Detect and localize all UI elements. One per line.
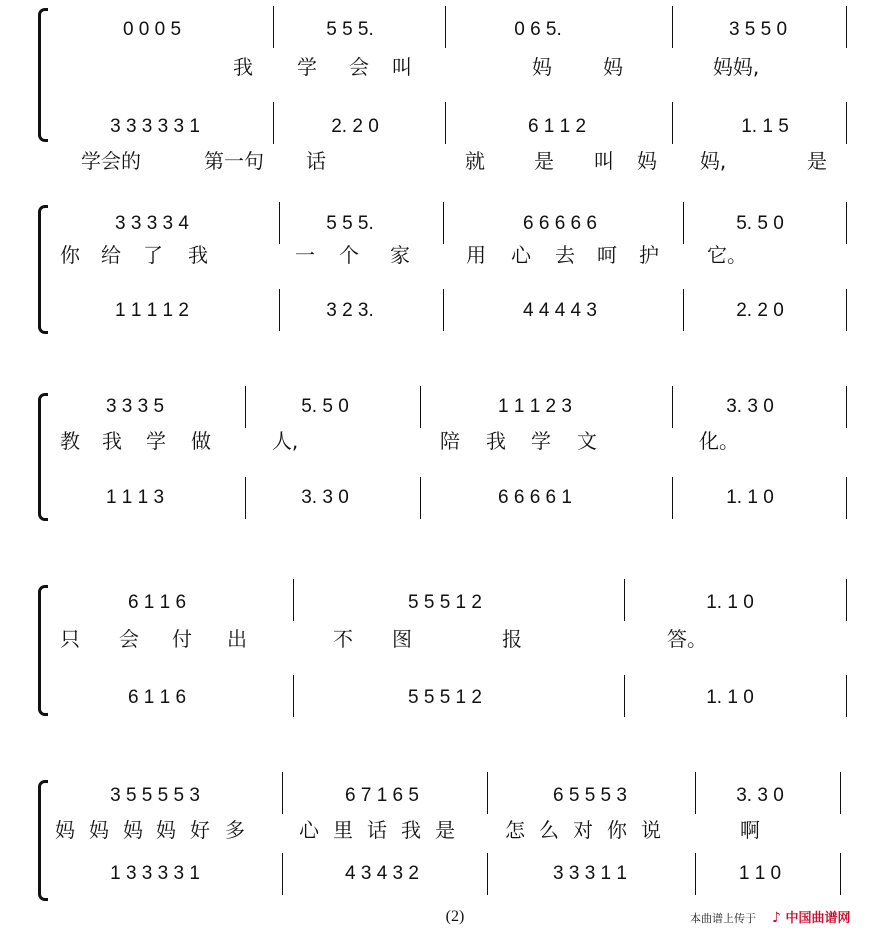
lyric-syllable: 就 bbox=[465, 149, 485, 173]
lyric-syllable: 文 bbox=[577, 429, 597, 453]
measure-4: 1. 1 0 bbox=[726, 487, 774, 508]
lyric-syllable: 出 bbox=[227, 627, 247, 651]
lyric-syllable: 我 bbox=[486, 429, 506, 453]
lyric-syllable: 一 bbox=[295, 243, 315, 267]
lyric-syllable: 是 bbox=[807, 149, 827, 173]
measure-2: 3. 3 0 bbox=[301, 487, 349, 508]
lyric-syllable: 第一句 bbox=[204, 149, 264, 173]
lyric-syllable: 心 bbox=[511, 243, 531, 267]
measure-2: 6 7 1 6 5 bbox=[345, 785, 419, 806]
lyric-syllable: 妈 bbox=[89, 818, 109, 842]
lyric-syllable: 叫 bbox=[594, 149, 614, 173]
lyric-syllable: 妈 bbox=[123, 818, 143, 842]
measure-4: 2. 2 0 bbox=[736, 300, 784, 321]
lyric-syllable: 不 bbox=[333, 627, 353, 651]
measure-3: 1. 1 0 bbox=[706, 687, 754, 708]
lyric-syllable: 会 bbox=[349, 55, 369, 79]
measure-1: 1 1 1 3 bbox=[105, 487, 165, 508]
measure-4: 3. 3 0 bbox=[726, 396, 774, 417]
measure-4: 1. 1 5 bbox=[741, 116, 789, 137]
measure-2: 5 5 5 1 2 bbox=[408, 687, 482, 708]
lyric-syllable: 护 bbox=[639, 243, 659, 267]
measure-3: 0 6 5. bbox=[514, 19, 562, 40]
lyric-syllable: 图 bbox=[392, 627, 412, 651]
measure-1: 0 0 0 5 bbox=[122, 19, 182, 40]
site-logo[interactable] bbox=[772, 907, 880, 927]
lyric-syllable: 我 bbox=[233, 55, 253, 79]
lyric-syllable: 人, bbox=[271, 429, 299, 453]
site-logo-text: 中国曲谱网 bbox=[785, 911, 851, 926]
lyric-syllable: 妈, bbox=[699, 149, 727, 173]
lyric-syllable: 话 bbox=[306, 149, 326, 173]
lyric-syllable: 妈 bbox=[55, 818, 75, 842]
measure-4: 1 1 0 bbox=[738, 863, 782, 884]
lyric-syllable: 付 bbox=[172, 627, 192, 651]
lyric-syllable: 去 bbox=[555, 243, 575, 267]
barline bbox=[840, 772, 841, 814]
measure-3: 6 1 1 2 bbox=[527, 116, 587, 137]
lyric-syllable: 妈 bbox=[156, 818, 176, 842]
lyric-syllable: 对 bbox=[573, 818, 593, 842]
measure-1: 3 3 3 3 3 1 bbox=[110, 116, 200, 137]
lyric-syllable: 啊 bbox=[740, 818, 760, 842]
lyric-syllable: 呵 bbox=[597, 243, 617, 267]
lyric-syllable: 了 bbox=[143, 243, 163, 267]
lyric-syllable: 化。 bbox=[699, 429, 739, 453]
lyric-syllable: 学 bbox=[297, 55, 317, 79]
barline bbox=[840, 853, 841, 895]
upper-voice bbox=[60, 781, 840, 811]
lyric-syllable: 用 bbox=[466, 243, 486, 267]
lyric-syllable: 学 bbox=[146, 429, 166, 453]
lyric-syllable: 教 bbox=[60, 429, 80, 453]
measure-1: 6 1 1 6 bbox=[127, 687, 187, 708]
lyric-syllable: 我 bbox=[102, 429, 122, 453]
lyric-syllable: 学 bbox=[531, 429, 551, 453]
lyric-syllable: 妈 bbox=[603, 55, 623, 79]
music-note-icon: ♪ bbox=[772, 910, 781, 926]
lyric-syllable: 是 bbox=[435, 818, 455, 842]
lyric-syllable: 好 bbox=[190, 818, 210, 842]
measure-2: 2. 2 0 bbox=[331, 116, 379, 137]
lyric-syllable: 我 bbox=[401, 818, 421, 842]
lyrics-line bbox=[55, 815, 845, 845]
measure-1: 1 1 1 1 2 bbox=[115, 300, 189, 321]
lyric-syllable: 我 bbox=[188, 243, 208, 267]
measure-3: 6 6 6 6 6 bbox=[523, 213, 597, 234]
measure-3: 6 6 6 6 1 bbox=[498, 487, 572, 508]
upload-credit: 本曲谱上传于 bbox=[690, 912, 756, 925]
measure-1: 3 3 3 3 4 bbox=[115, 213, 189, 234]
lyric-syllable: 么 bbox=[539, 818, 559, 842]
lyric-syllable: 妈 bbox=[532, 55, 552, 79]
lyric-syllable: 答。 bbox=[667, 627, 707, 651]
lyric-syllable: 话 bbox=[367, 818, 387, 842]
lyric-syllable: 做 bbox=[191, 429, 211, 453]
lyric-syllable: 多 bbox=[225, 818, 245, 842]
measure-1: 6 1 1 6 bbox=[127, 592, 187, 613]
measure-3: 1 1 1 2 3 bbox=[498, 396, 572, 417]
lyric-syllable: 妈 bbox=[637, 149, 657, 173]
lyric-syllable: 只 bbox=[60, 627, 80, 651]
measure-2: 5 5 5 1 2 bbox=[408, 592, 482, 613]
lyric-syllable: 你 bbox=[607, 818, 627, 842]
page-number: (2) bbox=[445, 908, 465, 925]
measure-3: 4 4 4 4 3 bbox=[523, 300, 597, 321]
lyric-syllable: 叫 bbox=[392, 55, 412, 79]
measure-1: 3 3 3 5 bbox=[105, 396, 165, 417]
lyric-syllable: 学会的 bbox=[81, 149, 141, 173]
measure-2: 4 3 4 3 2 bbox=[345, 863, 419, 884]
lyric-syllable: 怎 bbox=[505, 818, 525, 842]
measure-2: 5 5 5. bbox=[326, 19, 374, 40]
lyric-syllable: 个 bbox=[339, 243, 359, 267]
lyric-syllable: 它。 bbox=[707, 243, 747, 267]
lyric-syllable: 家 bbox=[390, 243, 410, 267]
lyric-syllable: 你 bbox=[60, 243, 80, 267]
lyric-syllable: 说 bbox=[641, 818, 661, 842]
lyric-syllable: 会 bbox=[119, 627, 139, 651]
measure-1: 3 5 5 5 5 3 bbox=[110, 785, 200, 806]
lower-voice bbox=[60, 859, 840, 889]
measure-1: 1 3 3 3 3 1 bbox=[110, 863, 200, 884]
measure-4: 3 5 5 0 bbox=[728, 19, 788, 40]
lyric-syllable: 里 bbox=[333, 818, 353, 842]
measure-3: 1. 1 0 bbox=[706, 592, 754, 613]
system-brace bbox=[38, 780, 48, 901]
lyric-syllable: 心 bbox=[299, 818, 319, 842]
lyric-syllable: 妈妈, bbox=[712, 55, 760, 79]
lyric-syllable: 报 bbox=[502, 627, 522, 651]
measure-2: 5. 5 0 bbox=[301, 396, 349, 417]
lyric-syllable: 陪 bbox=[440, 429, 460, 453]
measure-2: 5 5 5. bbox=[326, 213, 374, 234]
lyric-syllable: 给 bbox=[101, 243, 121, 267]
lyric-syllable: 是 bbox=[534, 149, 554, 173]
measure-3: 3 3 3 1 1 bbox=[553, 863, 627, 884]
measure-3: 6 5 5 5 3 bbox=[553, 785, 627, 806]
measure-4: 5. 5 0 bbox=[736, 213, 784, 234]
measure-2: 3 2 3. bbox=[326, 300, 374, 321]
measure-4: 3. 3 0 bbox=[736, 785, 784, 806]
